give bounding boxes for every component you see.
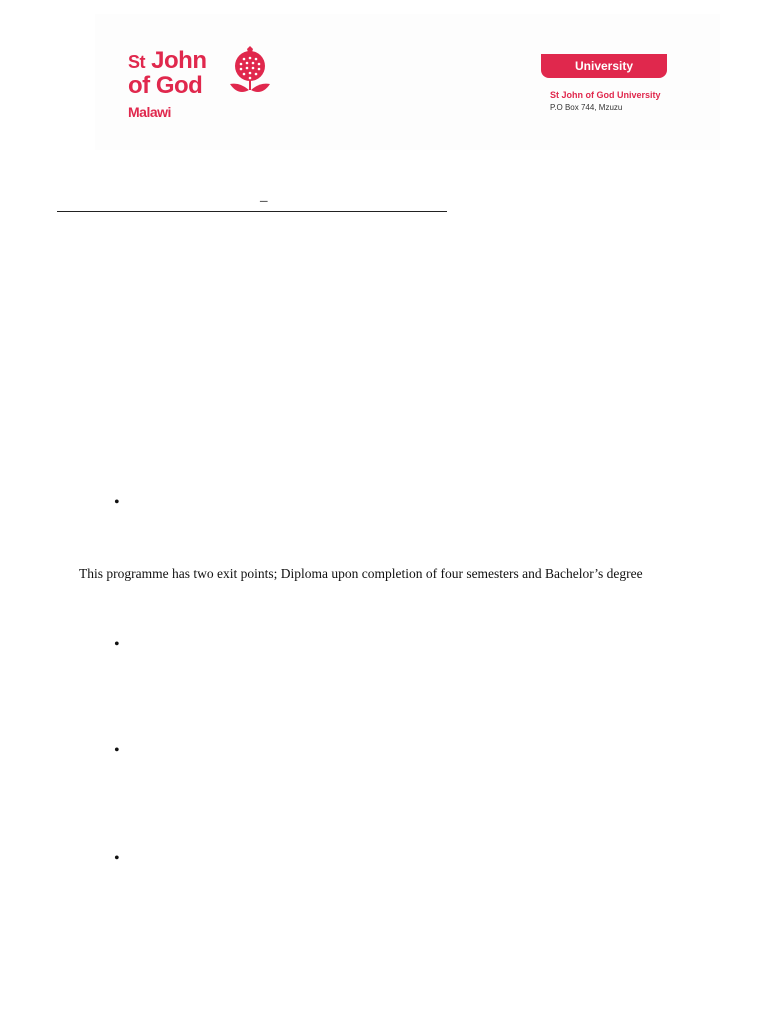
university-badge: University [541,54,667,78]
logo-line-3: Malawi [128,104,171,120]
logo-line-1-prefix: St [128,52,145,72]
university-address: P.O Box 744, Mzuzu [550,103,623,112]
bullet-3: • [114,742,120,759]
title-underline [57,211,447,212]
exit-points-paragraph: This programme has two exit points; Diploma upon completion of four semesters and Bachelor’s degree [79,566,643,581]
pomegranate-icon [228,46,272,100]
university-logo [541,54,671,116]
logo-line-1-main: John [151,47,207,74]
logo-line-1 [128,48,207,75]
logo-line-2: of God [128,72,203,99]
bullet-4: • [114,850,120,867]
university-name: St John of God University [550,90,661,100]
bullet-2: • [114,636,120,653]
st-john-of-god-malawi-logo [128,46,278,126]
title-dash: – [260,193,268,209]
bullet-1: • [114,494,120,511]
